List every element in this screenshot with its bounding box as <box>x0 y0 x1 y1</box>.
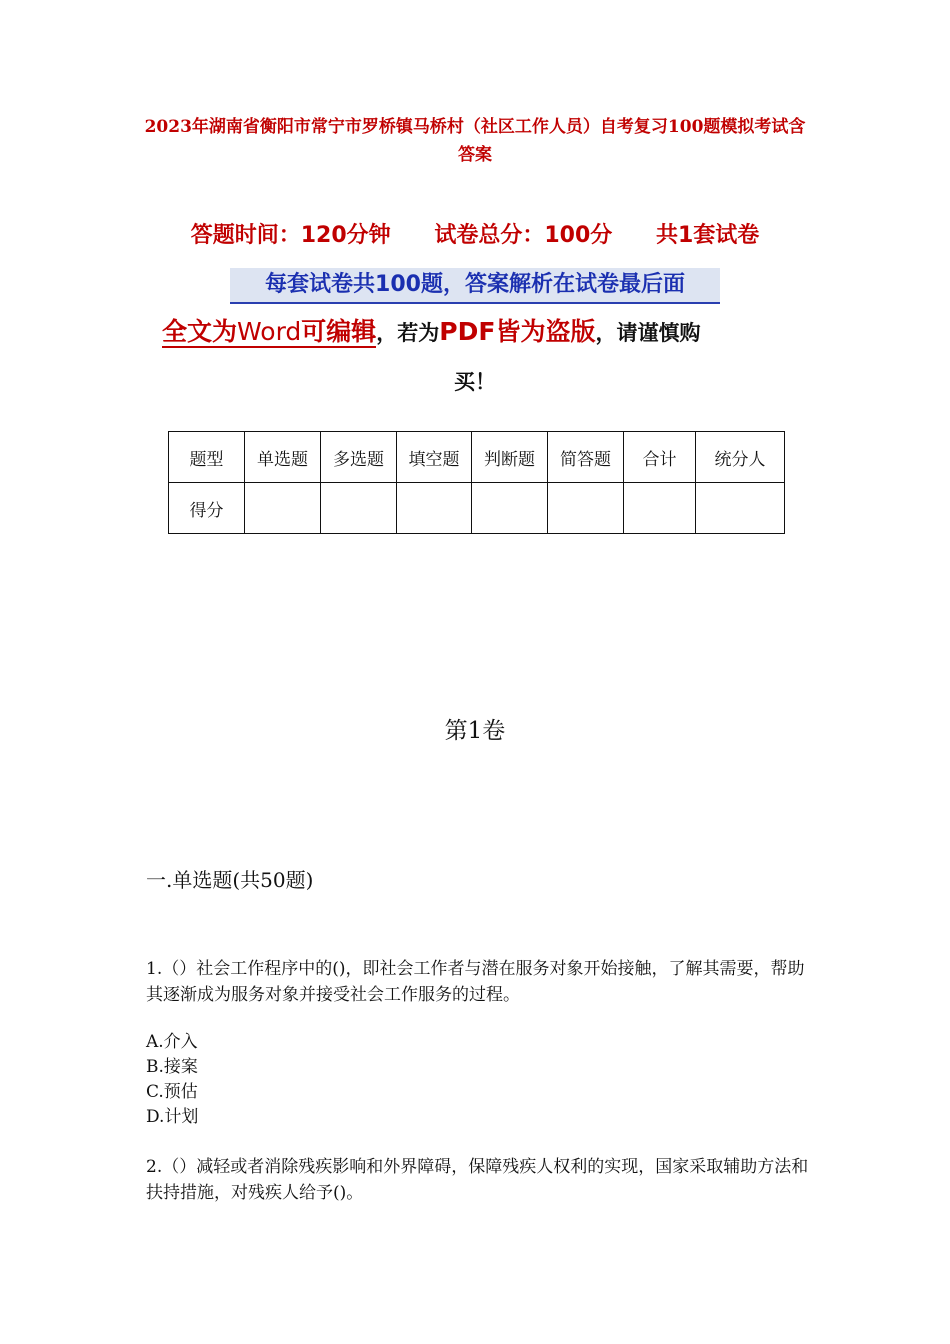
table-cell: 填空题 <box>397 432 472 483</box>
question-1-option-b[interactable]: B.接案 <box>146 1057 198 1077</box>
score-input-cell[interactable] <box>321 483 397 534</box>
warn-line2: 买！ <box>454 370 496 394</box>
table-cell: 简答题 <box>548 432 624 483</box>
score-input-cell[interactable] <box>548 483 624 534</box>
score-input-cell[interactable] <box>397 483 472 534</box>
question-1-option-a[interactable]: A.介入 <box>146 1032 198 1052</box>
table-cell: 多选题 <box>321 432 397 483</box>
question-1-option-d[interactable]: D.计划 <box>146 1107 199 1127</box>
table-cell: 合计 <box>624 432 696 483</box>
score-input-cell[interactable] <box>472 483 548 534</box>
exam-set-count: 共1套试卷 <box>655 223 760 248</box>
score-input-cell[interactable] <box>696 483 785 534</box>
warn-part2: 可编辑 <box>301 317 377 346</box>
warn-part3: ，若为 <box>376 321 440 345</box>
question-1-option-c[interactable]: C.预估 <box>146 1082 198 1102</box>
warn-part1: 全文为 <box>162 317 238 346</box>
table-cell: 题型 <box>169 432 245 483</box>
answer-notice: 每套试卷共100题，答案解析在试卷最后面 <box>230 268 720 304</box>
exam-info <box>0 218 950 249</box>
score-table-header-row <box>169 432 785 483</box>
score-table-score-row <box>169 483 785 534</box>
warn-part4: PDF皆为盗版 <box>439 317 596 346</box>
question-2-text: 2.（）减轻或者消除残疾影响和外界障碍，保障残疾人权利的实现，国家采取辅助方法和扶持措施，对残疾人给予()。 <box>146 1157 809 1203</box>
section-heading: 一.单选题(共50题) <box>146 868 314 892</box>
score-input-cell[interactable] <box>245 483 321 534</box>
warn-part5: ，请谨慎购 <box>595 321 701 345</box>
table-cell: 得分 <box>169 483 245 534</box>
question-1-text: 1.（）社会工作程序中的()，即社会工作者与潜在服务对象开始接触，了解其需要，帮助其逐渐成为服务对象并接受社会工作服务的过程。 <box>146 959 805 1005</box>
piracy-warning <box>162 312 802 353</box>
table-cell: 判断题 <box>472 432 548 483</box>
table-cell: 统分人 <box>696 432 785 483</box>
score-input-cell[interactable] <box>624 483 696 534</box>
score-table <box>168 431 785 534</box>
exam-time: 答题时间：120分钟 <box>190 223 391 248</box>
table-cell: 单选题 <box>245 432 321 483</box>
warn-word: Word <box>237 317 302 346</box>
volume-heading: 第1卷 <box>444 718 506 744</box>
exam-total-score: 试卷总分：100分 <box>434 223 613 248</box>
document-title: 2023年湖南省衡阳市常宁市罗桥镇马桥村（社区工作人员）自考复习100题模拟考试含答案 <box>144 117 806 165</box>
